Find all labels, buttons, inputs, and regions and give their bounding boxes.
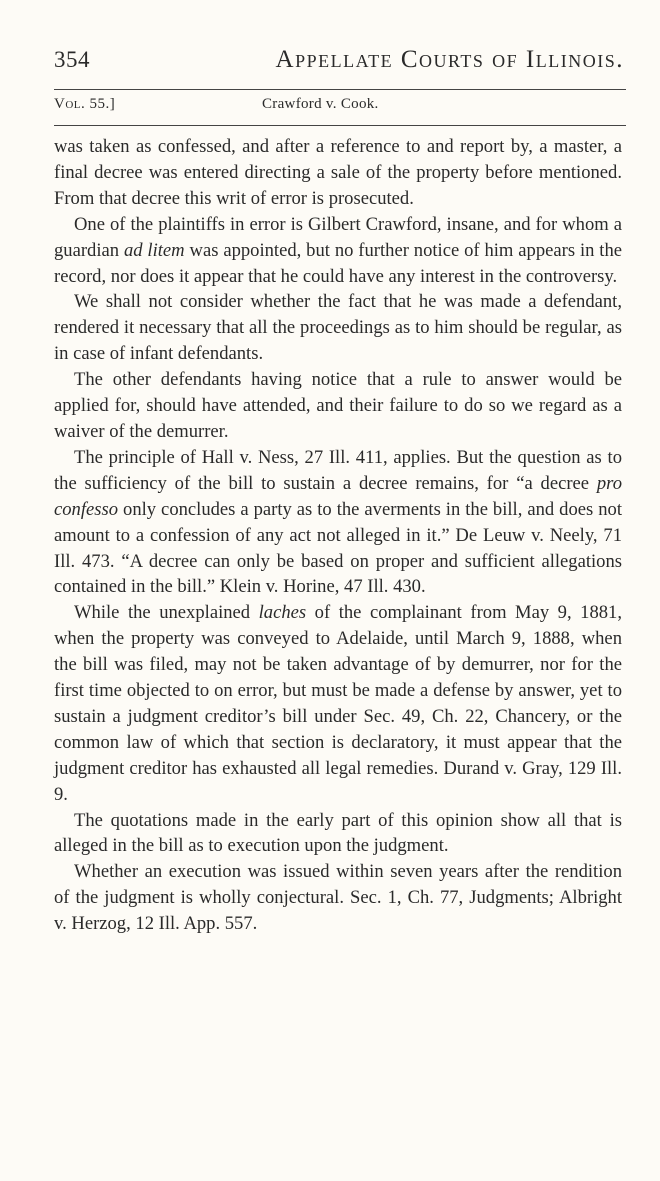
paragraph-text: We shall not consider whether the fact that he was made a defendant, rendered it necessary that all the proceedings as to him should be regular, as in case of infant defendants. [54, 291, 622, 365]
paragraph [54, 289, 622, 367]
page-number: 354 [54, 47, 90, 72]
opinion-text [54, 134, 622, 937]
paragraph [54, 859, 622, 937]
paragraph-text: While the unexplained [74, 602, 259, 624]
volume-line [54, 96, 624, 113]
case-name: Crawford v. Cook. [262, 96, 379, 112]
paragraph-text: of the complainant from May 9, 1881, when the property was conveyed to Adelaide, until March 9, 1888, when the bill was filed, may not be taken advantage of by demurrer, nor for the first time objected to on error, but must be made a defense by answer, yet to sustain a judgment creditor’s bill under Sec. 49, Ch. 22, Chancery, or the common law of which that section is declaratory, it must appear that the judgment creditor has exhausted all legal remedies. Durand v. Gray, 129 Ill. 9. [54, 602, 622, 805]
paragraph-text: only concludes a party as to the averments in the bill, and does not amount to a confession of any act not alleged in it.” De Leuw v. Neely, 71 Ill. 473. “A decree can only be based on proper and sufficient allegations contained in the bill.” Klein v. Horine, 47 Ill. 430. [54, 498, 622, 598]
paragraph [54, 808, 622, 860]
italic-term: ad litem [123, 239, 185, 261]
italic-term: pro confesso [54, 472, 622, 520]
paragraph-text: The principle of Hall v. Ness, 27 Ill. 411, applies. But the question as to the sufficiency of the bill to sustain a decree remains, for “a decree [54, 446, 622, 494]
header-rule [54, 89, 626, 90]
paragraph [54, 212, 622, 290]
paragraph-text: The other defendants having notice that a rule to answer would be applied for, should have attended, and their failure to do so we regard as a waiver of the demurrer. [54, 369, 622, 442]
paragraph-text: The quotations made in the early part of this opinion show all that is alleged in the bill as to execution upon the judgment. [54, 809, 622, 857]
italic-term: laches [258, 602, 307, 624]
paragraph [54, 134, 622, 212]
paragraph-text: One of the plaintiffs in error is Gilbert Crawford, insane, and for whom a guardian [54, 213, 622, 261]
paragraph-text: was taken as confessed, and after a reference to and report by, a master, a final decree was entered directing a sale of the property before mentioned. From that decree this writ of error is prosecuted. [54, 136, 622, 209]
volume-label: Vol. 55.] [54, 96, 116, 112]
running-title: Appellate Courts of Illinois. [275, 46, 624, 73]
paragraph-text: was appointed, but no further notice of him appears in the record, nor does it appear that he could have any interest in the controversy. [54, 239, 623, 287]
paragraph [54, 600, 622, 807]
paragraph [54, 445, 622, 600]
running-header [54, 46, 624, 74]
subheader-rule [54, 125, 626, 126]
paragraph [54, 367, 622, 445]
paragraph-text: Whether an execution was issued within seven years after the rendition of the judgment is wholly conjectural. Sec. 1, Ch. 77, Judgments; Albright v. Herzog, 12 Ill. App. 557. [54, 861, 622, 935]
